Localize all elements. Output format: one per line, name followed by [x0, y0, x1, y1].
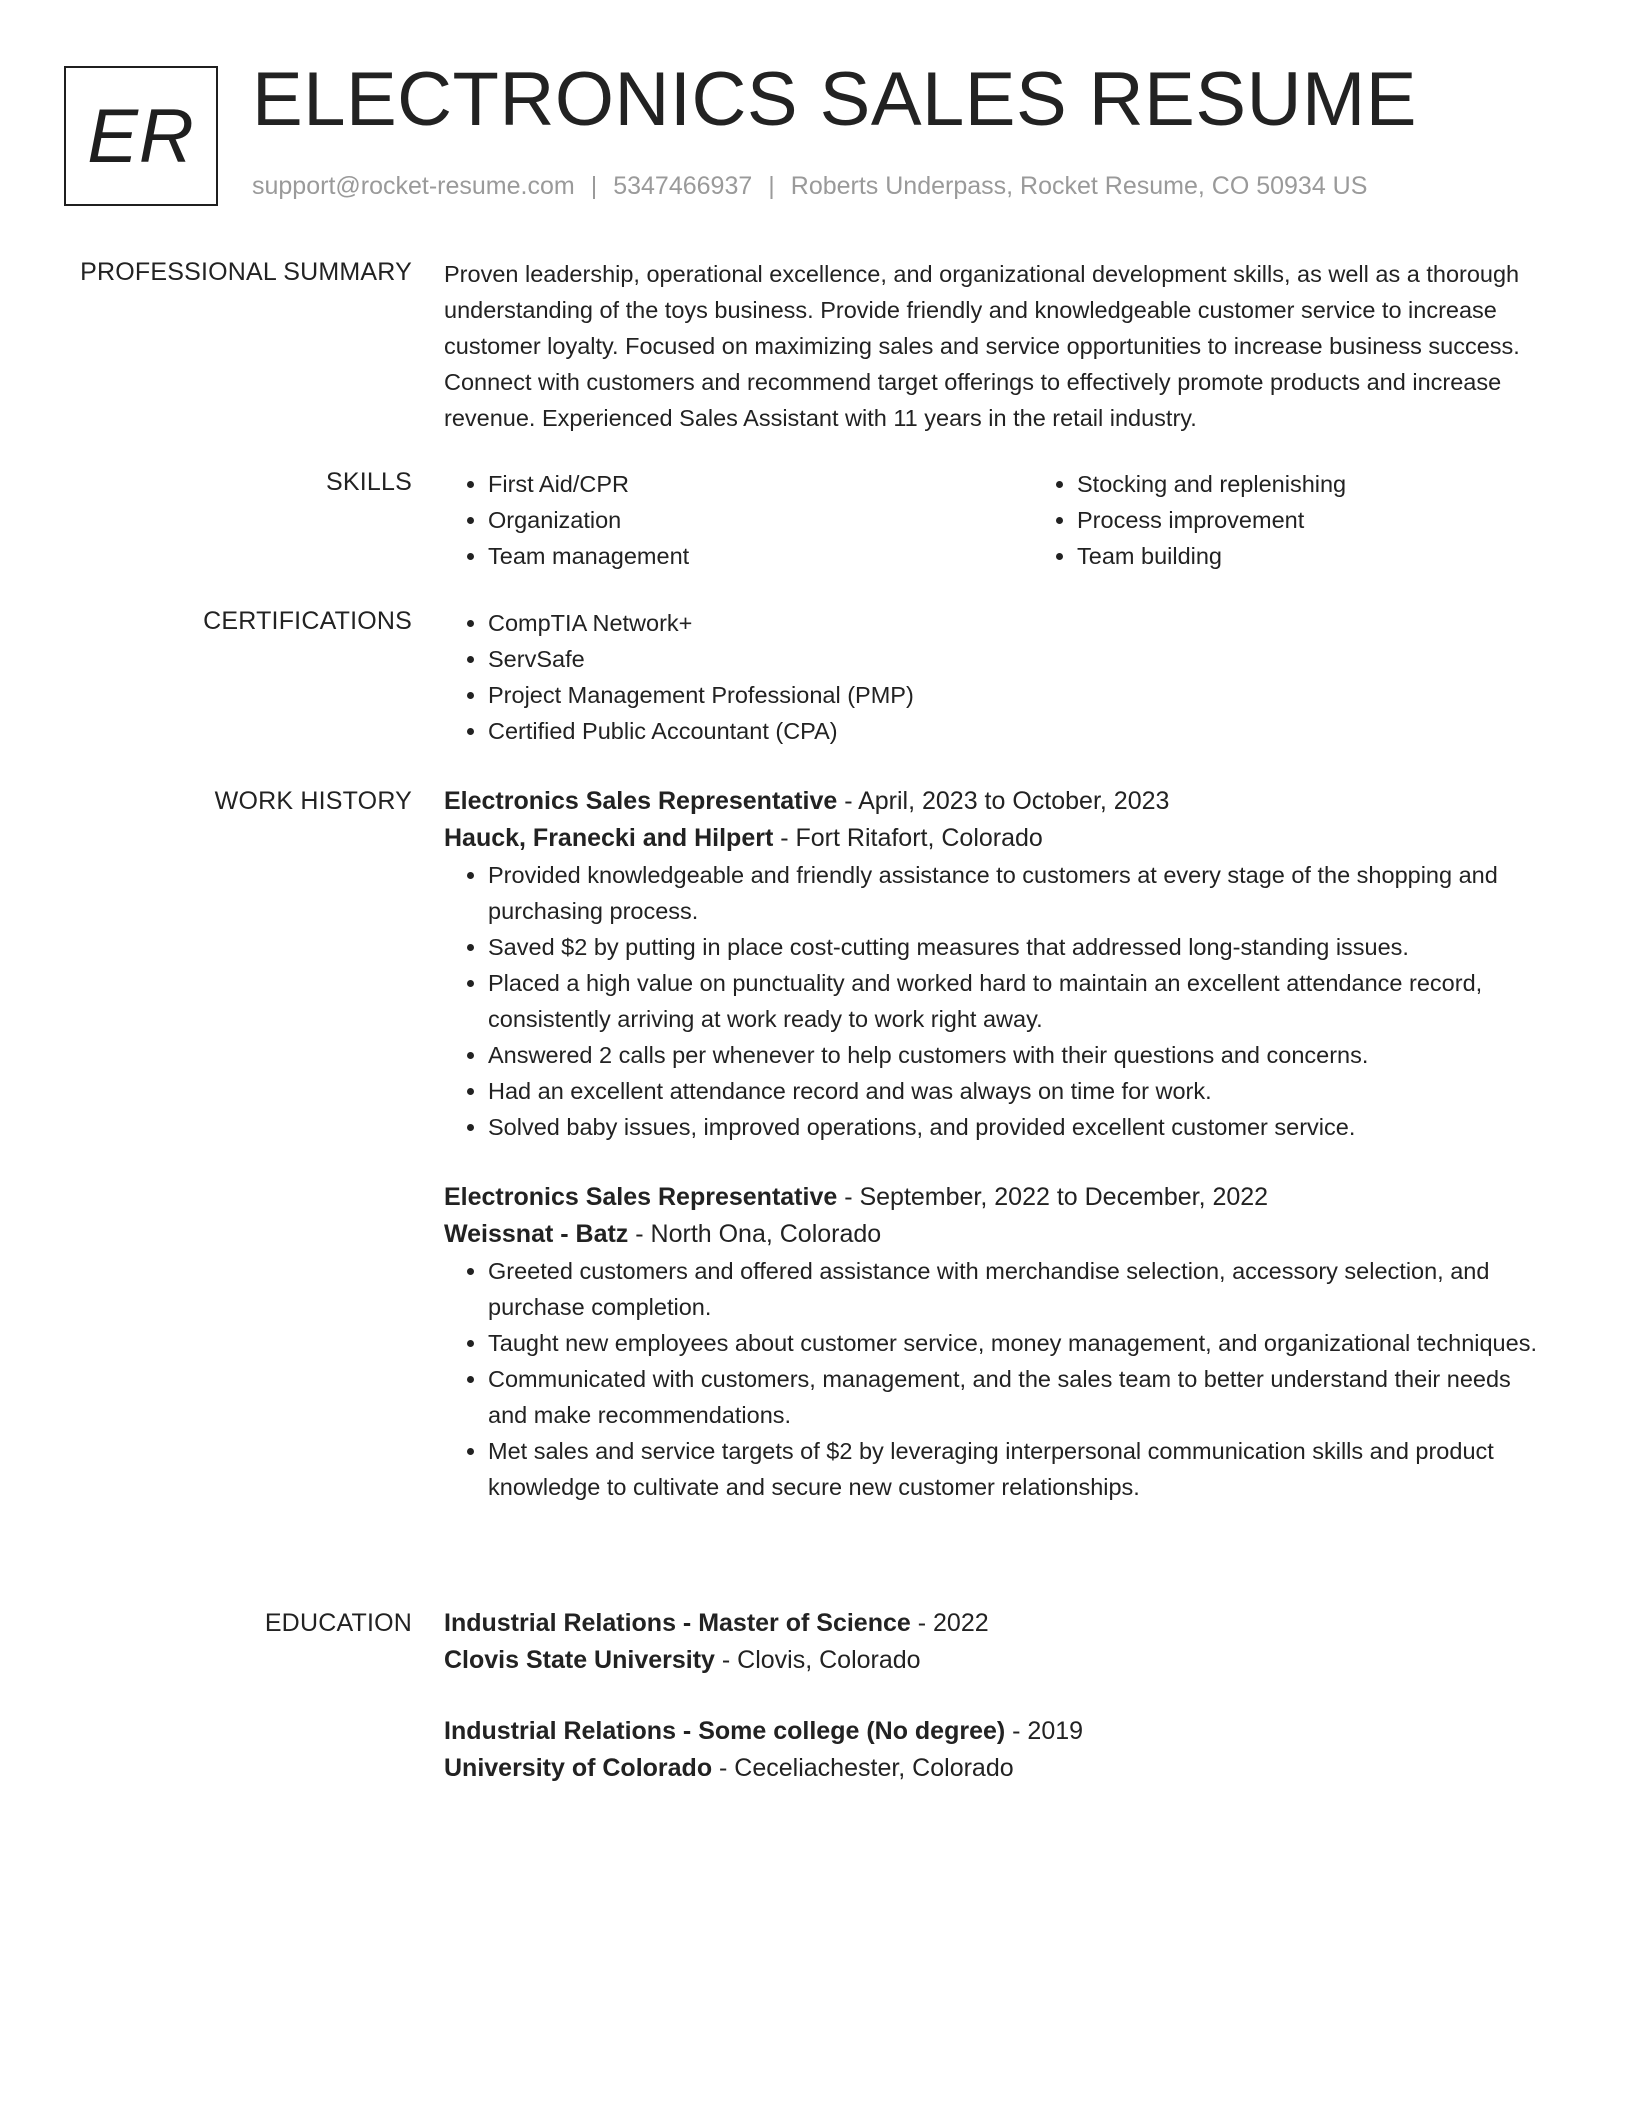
contact-phone: 5347466937: [613, 172, 753, 200]
education-degree-line: [444, 1605, 1554, 1642]
job-company-line: [444, 1216, 1554, 1253]
job-location: - Fort Ritafort, Colorado: [773, 824, 1043, 852]
education-school: Clovis State University: [444, 1646, 715, 1674]
section-label-summary: PROFESSIONAL SUMMARY: [80, 258, 412, 286]
job-title-line: [444, 1179, 1554, 1216]
education-school: University of Colorado: [444, 1754, 713, 1782]
job-location: - North Ona, Colorado: [628, 1220, 882, 1248]
job-bullet: • Saved $2 by putting in place cost-cutting measures that addressed long-standing issues.: [488, 929, 1554, 965]
skill-item: • Stocking and replenishing: [1077, 466, 1622, 502]
education-body: [444, 1605, 1554, 1787]
skills-grid: [444, 466, 1554, 574]
job-entry: [444, 1179, 1554, 1505]
education-location: - Clovis, Colorado: [714, 1646, 921, 1674]
certification-item: • Project Management Professional (PMP): [488, 677, 1554, 713]
resume-title: ELECTRONICS SALES RESUME: [252, 57, 1417, 142]
contact-separator: |: [768, 172, 775, 200]
education-degree: Industrial Relations - Master of Science: [444, 1609, 911, 1637]
skill-item: • First Aid/CPR: [488, 466, 1033, 502]
section-label-education: EDUCATION: [264, 1609, 412, 1637]
skill-item: • Process improvement: [1077, 502, 1622, 538]
job-dates: - April, 2023 to October, 2023: [837, 787, 1170, 815]
skills-column-2: [1033, 466, 1622, 574]
job-company-line: [444, 820, 1554, 857]
education-degree: Industrial Relations - Some college (No degree): [444, 1717, 1006, 1745]
job-bullets: [444, 1253, 1554, 1505]
job-bullet: • Answered 2 calls per whenever to help customers with their questions and concerns.: [488, 1037, 1554, 1073]
skill-item: • Organization: [488, 502, 1033, 538]
skills-body: [444, 466, 1554, 574]
contact-address: Roberts Underpass, Rocket Resume, CO 50934 US: [790, 172, 1368, 200]
education-school-line: [444, 1750, 1554, 1787]
education-entry: [444, 1713, 1554, 1787]
monogram-logo: ER: [64, 66, 218, 206]
section-label-certifications: CERTIFICATIONS: [203, 607, 412, 635]
job-bullet: • Communicated with customers, management, and the sales team to better understand their needs and make recommendations.: [488, 1361, 1554, 1433]
job-company: Weissnat - Batz: [444, 1220, 629, 1248]
certifications-list: [444, 605, 1554, 749]
contact-line: [252, 172, 1367, 201]
job-bullet: • Greeted customers and offered assistance with merchandise selection, accessory selection, and purchase completion.: [488, 1253, 1554, 1325]
education-degree-line: [444, 1713, 1554, 1750]
job-bullet: • Had an excellent attendance record and was always on time for work.: [488, 1073, 1554, 1109]
job-bullet: • Solved baby issues, improved operations, and provided excellent customer service.: [488, 1109, 1554, 1145]
job-dates: - September, 2022 to December, 2022: [837, 1183, 1269, 1211]
contact-separator: |: [590, 172, 598, 200]
job-entry: [444, 783, 1554, 1145]
education-year: - 2019: [1005, 1717, 1084, 1745]
skill-item: • Team building: [1077, 538, 1622, 574]
job-bullet: • Met sales and service targets of $2 by leveraging interpersonal communication skills and product knowledge to cultivate and secure new customer relationships.: [488, 1433, 1554, 1505]
education-entry: [444, 1605, 1554, 1679]
job-title: Electronics Sales Representative: [444, 787, 838, 815]
job-company: Hauck, Franecki and Hilpert: [444, 824, 774, 852]
job-bullet: • Taught new employees about customer service, money management, and organizational techniques.: [488, 1325, 1554, 1361]
section-label-work-history: WORK HISTORY: [214, 787, 412, 815]
skill-item: • Team management: [488, 538, 1033, 574]
certifications-body: [444, 605, 1554, 749]
education-year: - 2022: [910, 1609, 989, 1637]
job-bullets: [444, 857, 1554, 1145]
education-location: - Ceceliachester, Colorado: [712, 1754, 1014, 1782]
skills-column-1: [444, 466, 1033, 574]
education-school-line: [444, 1642, 1554, 1679]
summary-text: Proven leadership, operational excellence, and organizational development skills, as well as a thorough understanding of the toys business. Provide friendly and knowledgeable customer service to increase customer loyalty. Focused on maximizing sales and service opportunities to increase business success. Connect with customers and recommend target offerings to effectively promote products and increase revenue. Experienced Sales Assistant with 11 years in the retail industry.: [444, 261, 1520, 431]
certification-item: • Certified Public Accountant (CPA): [488, 713, 1554, 749]
contact-email: support@rocket-resume.com: [252, 172, 575, 200]
certification-item: • ServSafe: [488, 641, 1554, 677]
job-bullet: • Placed a high value on punctuality and worked hard to maintain an excellent attendance record, consistently arriving at work ready to work right away.: [488, 965, 1554, 1037]
job-title: Electronics Sales Representative: [444, 1183, 838, 1211]
work-history-body: [444, 783, 1554, 1505]
section-label-skills: SKILLS: [326, 468, 412, 496]
certification-item: • CompTIA Network+: [488, 605, 1554, 641]
job-bullet: • Provided knowledgeable and friendly assistance to customers at every stage of the shopping and purchasing process.: [488, 857, 1554, 929]
job-title-line: [444, 783, 1554, 820]
